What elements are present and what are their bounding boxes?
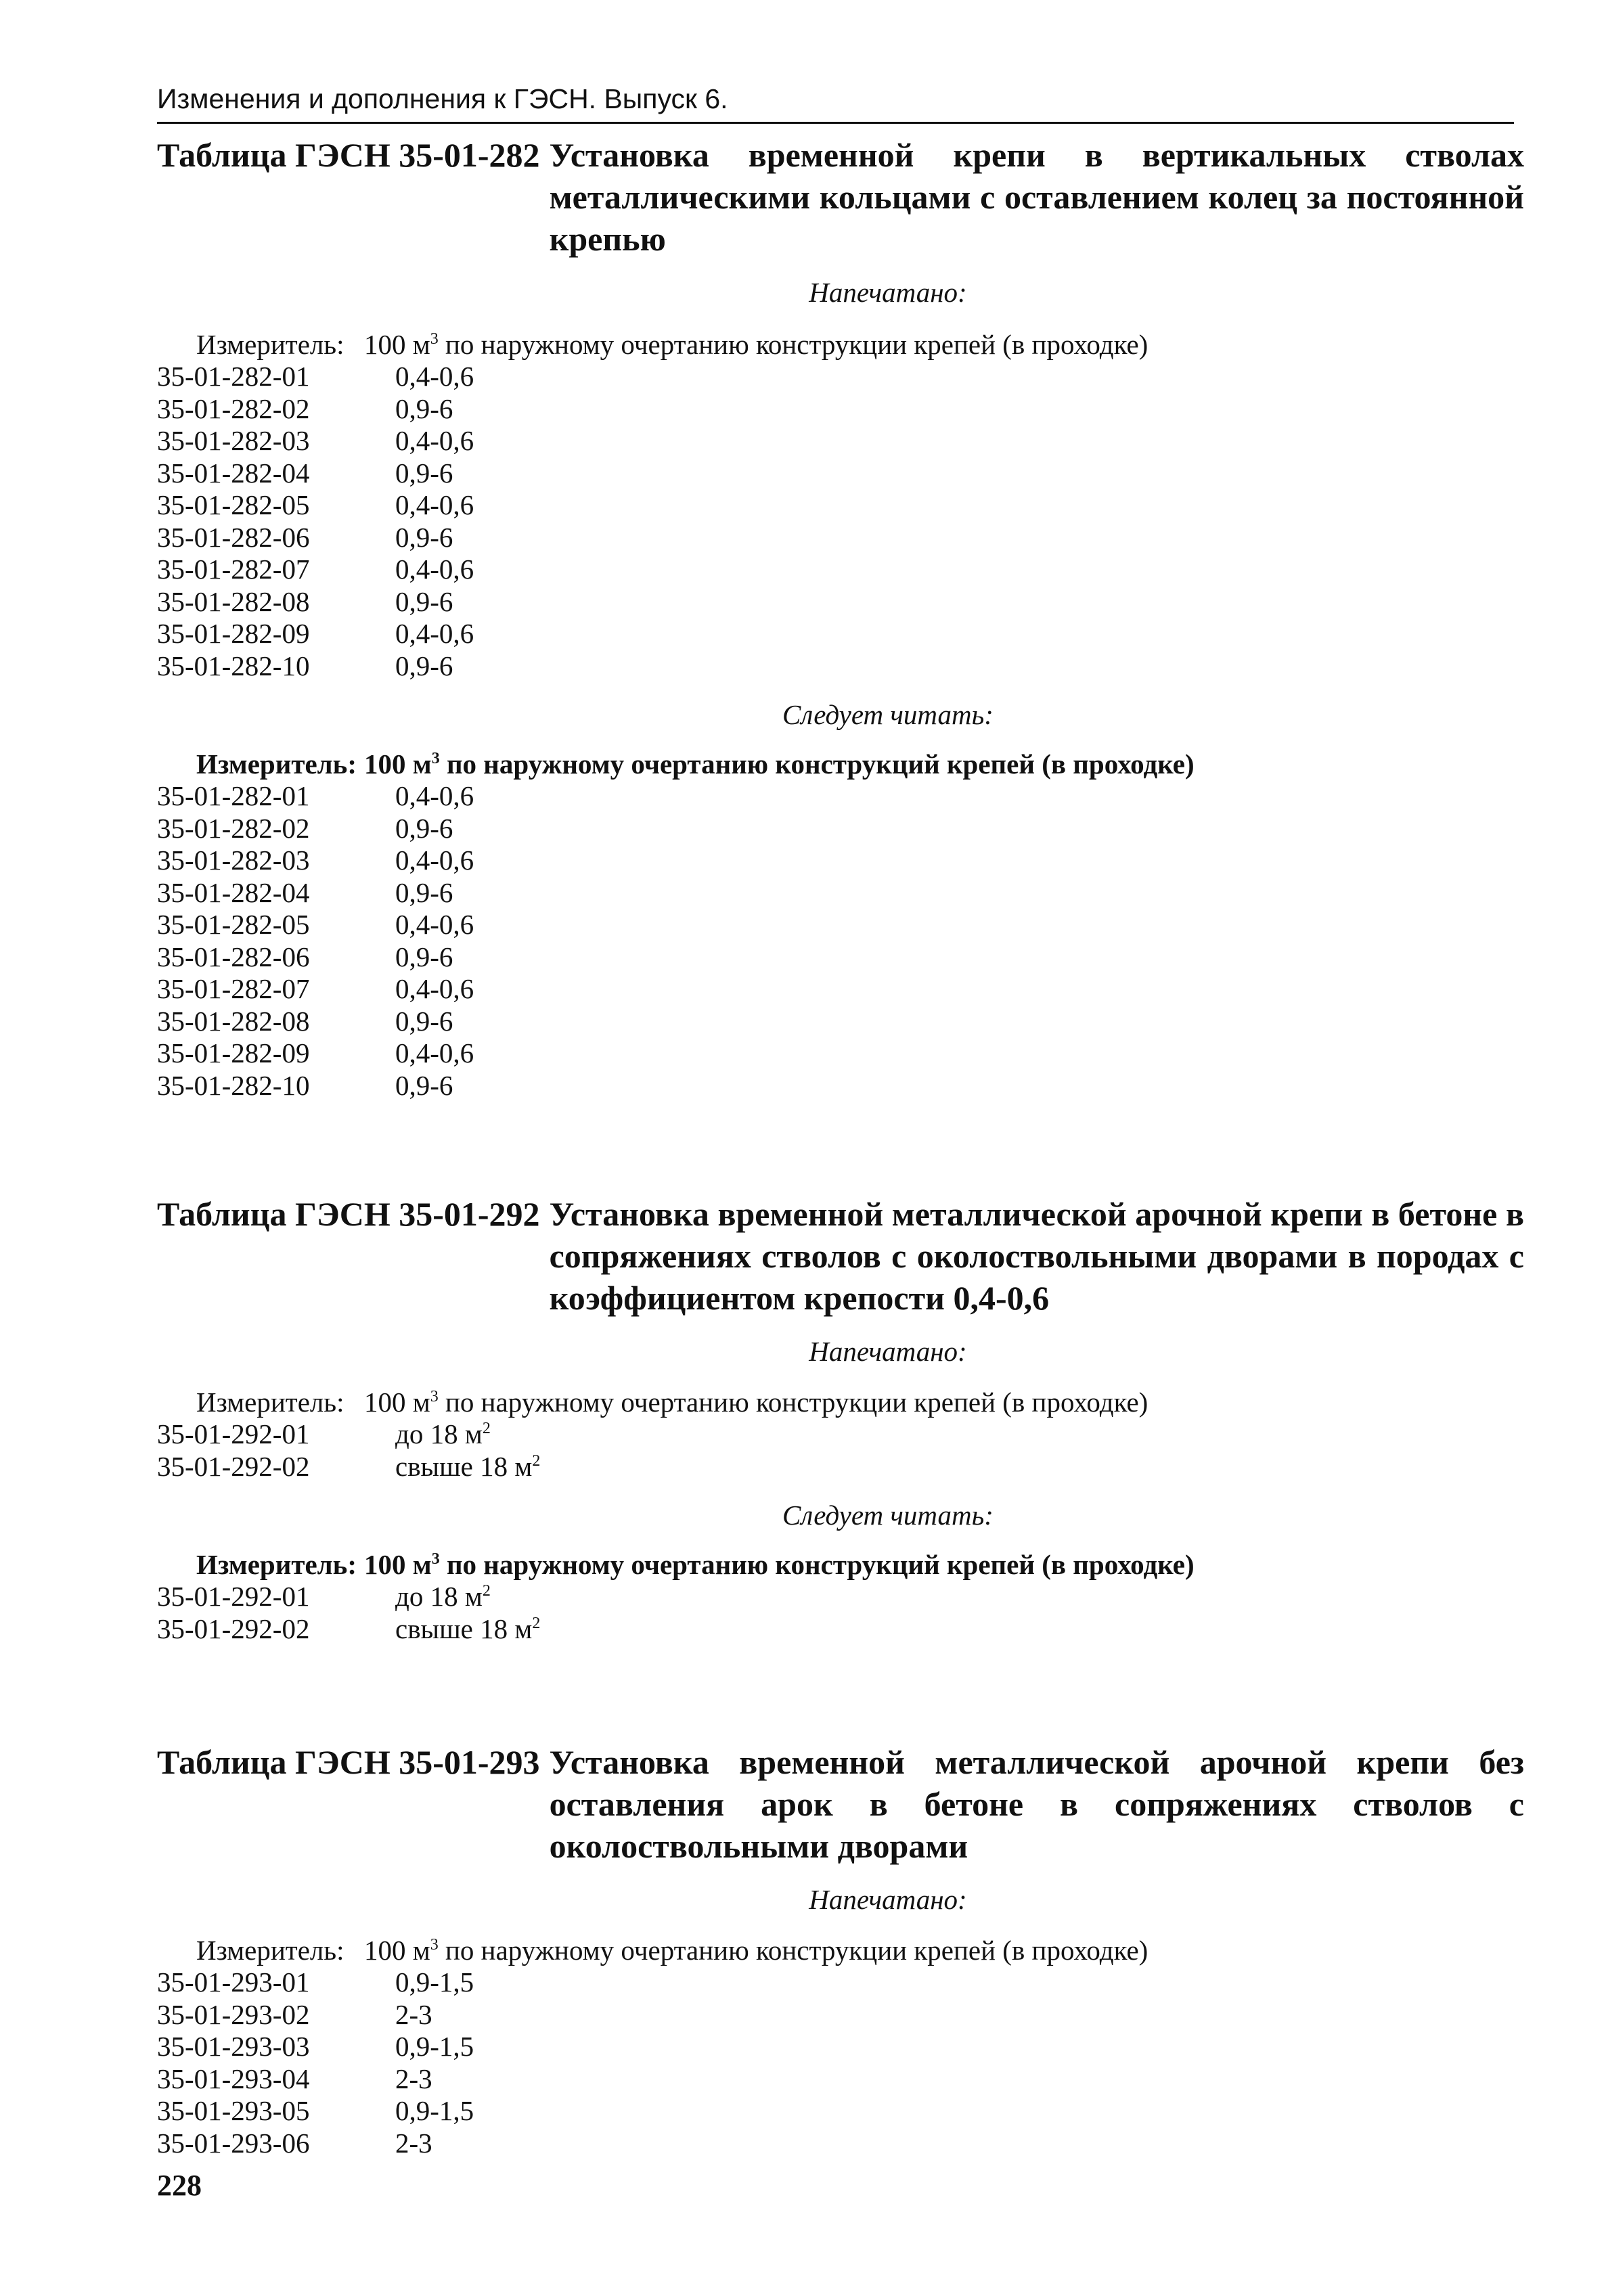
row-value: 0,9-6 xyxy=(395,1005,453,1037)
row-value: 0,9-6 xyxy=(395,521,453,553)
row-code: 35-01-282-06 xyxy=(157,521,310,553)
table-row xyxy=(157,2095,1524,2128)
row-value: 0,4-0,6 xyxy=(395,1037,474,1068)
unit-value: 100 м xyxy=(364,1935,430,1966)
row-code: 35-01-293-04 xyxy=(157,2063,310,2094)
row-code: 35-01-293-06 xyxy=(157,2127,310,2159)
unit-superscript: 3 xyxy=(431,1550,440,1568)
row-value: до 18 м xyxy=(395,1581,483,1612)
row-value: 0,9-6 xyxy=(395,392,453,424)
table-row xyxy=(157,1070,1524,1102)
row-value: 0,4-0,6 xyxy=(395,845,474,876)
unit-superscript: 3 xyxy=(430,1936,439,1954)
table-row xyxy=(157,780,1524,813)
table-row xyxy=(157,1999,1524,2031)
row-value: 0,9-6 xyxy=(395,876,453,908)
row-value: 0,4-0,6 xyxy=(395,780,474,811)
row-code: 35-01-293-01 xyxy=(157,1966,310,1998)
row-code: 35-01-282-01 xyxy=(157,361,310,392)
row-code: 35-01-282-08 xyxy=(157,1005,310,1037)
corrected-heading: Следует читать: xyxy=(782,699,994,730)
unit-description: по наружному очертанию конструкций крепей (в проходке) xyxy=(446,1549,1195,1580)
printed-heading: Напечатано: xyxy=(809,277,967,308)
row-value: 0,9-6 xyxy=(395,1069,453,1101)
unit-label: Измеритель: xyxy=(196,1935,344,1966)
table-row xyxy=(157,2031,1524,2063)
table-row xyxy=(157,522,1524,554)
table-title-text: Установка временной металлической арочной крепи в бетоне в сопряжениях стволов с околоствольными дворами в породах с коэффициентом крепости 0,4-0,6 xyxy=(549,1195,1524,1317)
table-row xyxy=(157,1613,1524,1646)
row-code: 35-01-282-09 xyxy=(157,618,310,649)
row-code: 35-01-282-07 xyxy=(157,973,310,1004)
table-row xyxy=(157,1418,1524,1451)
table-row xyxy=(157,941,1524,974)
row-code: 35-01-282-04 xyxy=(157,457,310,489)
table-row xyxy=(157,813,1524,845)
row-value: 0,9-1,5 xyxy=(395,2095,474,2126)
unit-line xyxy=(157,329,1524,361)
row-value: 0,9-6 xyxy=(395,457,453,489)
table-title-text: Установка временной крепи в вертикальных стволах металлическими кольцами с оставлением колец за постоянной крепью xyxy=(549,136,1524,258)
unit-superscript: 3 xyxy=(431,750,440,767)
row-value: 0,9-6 xyxy=(395,585,453,617)
row-value: до 18 м xyxy=(395,1418,483,1449)
row-code: 35-01-282-02 xyxy=(157,812,310,844)
table-number: Таблица ГЭСН 35-01-282 xyxy=(157,136,540,174)
unit-line xyxy=(157,1387,1524,1418)
table-row xyxy=(157,2063,1524,2096)
unit-line xyxy=(157,1549,1524,1581)
table-title xyxy=(157,1193,1524,1319)
table-title xyxy=(157,134,1524,260)
row-value: 0,4-0,6 xyxy=(395,489,474,520)
row-value: свыше 18 м xyxy=(395,1450,533,1482)
printed-heading: Напечатано: xyxy=(809,1336,967,1367)
table-row xyxy=(157,1037,1524,1070)
unit-value: 100 м xyxy=(364,1387,430,1418)
row-value: 0,4-0,6 xyxy=(395,973,474,1004)
table-row xyxy=(157,586,1524,618)
row-value: 2-3 xyxy=(395,2063,432,2094)
row-code: 35-01-282-07 xyxy=(157,554,310,585)
row-code: 35-01-293-02 xyxy=(157,1998,310,2030)
table-row xyxy=(157,1581,1524,1613)
row-value: 2-3 xyxy=(395,2127,432,2159)
table-title-text: Установка временной металлической арочной крепи без оставления арок в бетоне в сопряжениях стволов с околоствольными дворами xyxy=(549,1743,1524,1865)
row-value: 0,4-0,6 xyxy=(395,425,474,456)
table-row xyxy=(157,877,1524,909)
table-row xyxy=(157,361,1524,393)
row-code: 35-01-282-03 xyxy=(157,845,310,876)
table-row xyxy=(157,1966,1524,1999)
unit-label: Измеритель: xyxy=(196,748,357,780)
row-value-superscript: 2 xyxy=(482,1582,491,1600)
row-value: 0,4-0,6 xyxy=(395,554,474,585)
table-row xyxy=(157,554,1524,586)
unit-line xyxy=(157,1935,1524,1966)
row-value: 0,4-0,6 xyxy=(395,361,474,392)
row-value: 0,9-6 xyxy=(395,941,453,972)
row-code: 35-01-282-01 xyxy=(157,780,310,811)
printed-heading: Напечатано: xyxy=(809,1884,967,1915)
table-row xyxy=(157,1006,1524,1038)
table-row xyxy=(157,2128,1524,2160)
unit-line xyxy=(157,748,1524,780)
row-value-superscript: 2 xyxy=(482,1420,491,1437)
row-code: 35-01-282-05 xyxy=(157,489,310,520)
table-row xyxy=(157,973,1524,1006)
page-number: 228 xyxy=(157,2169,202,2202)
row-code: 35-01-292-02 xyxy=(157,1613,310,1644)
section-35-01-282 xyxy=(157,134,1524,1102)
printed-rows xyxy=(157,1966,1524,2159)
row-value: 2-3 xyxy=(395,1998,432,2030)
unit-label: Измеритель: xyxy=(196,1387,344,1418)
corrected-rows xyxy=(157,1581,1524,1645)
unit-description: по наружному очертанию конструкции крепей (в проходке) xyxy=(445,1387,1148,1418)
table-row xyxy=(157,489,1524,522)
row-code: 35-01-293-03 xyxy=(157,2031,310,2062)
row-value: свыше 18 м xyxy=(395,1613,533,1644)
row-code: 35-01-282-08 xyxy=(157,585,310,617)
table-number: Таблица ГЭСН 35-01-293 xyxy=(157,1743,540,1781)
table-number: Таблица ГЭСН 35-01-292 xyxy=(157,1195,540,1233)
table-row xyxy=(157,845,1524,877)
unit-value: 100 м xyxy=(364,748,432,780)
unit-label: Измеритель: xyxy=(196,329,344,360)
table-row xyxy=(157,457,1524,490)
table-row xyxy=(157,618,1524,650)
unit-superscript: 3 xyxy=(430,330,439,348)
row-code: 35-01-282-10 xyxy=(157,1069,310,1101)
row-value: 0,9-6 xyxy=(395,812,453,844)
row-code: 35-01-282-03 xyxy=(157,425,310,456)
running-header: Изменения и дополнения к ГЭСН. Выпуск 6. xyxy=(157,81,1514,124)
row-value: 0,9-6 xyxy=(395,650,453,681)
row-value: 0,9-1,5 xyxy=(395,1966,474,1998)
row-code: 35-01-282-09 xyxy=(157,1037,310,1068)
table-row xyxy=(157,393,1524,426)
row-value-superscript: 2 xyxy=(532,1451,541,1470)
table-row xyxy=(157,425,1524,457)
row-value-superscript: 2 xyxy=(532,1614,541,1632)
unit-label: Измеритель: xyxy=(196,1549,357,1580)
row-code: 35-01-282-05 xyxy=(157,909,310,940)
unit-description: по наружному очертанию конструкций крепей (в проходке) xyxy=(446,748,1195,780)
printed-rows xyxy=(157,361,1524,682)
unit-description: по наружному очертанию конструкции крепей (в проходке) xyxy=(445,1935,1148,1966)
corrected-rows xyxy=(157,780,1524,1102)
row-value: 0,9-1,5 xyxy=(395,2031,474,2062)
unit-value: 100 м xyxy=(364,1549,432,1580)
row-value: 0,4-0,6 xyxy=(395,909,474,940)
unit-value: 100 м xyxy=(364,329,430,360)
row-code: 35-01-292-01 xyxy=(157,1418,310,1449)
corrected-heading: Следует читать: xyxy=(782,1500,994,1531)
table-row xyxy=(157,909,1524,941)
section-35-01-293 xyxy=(157,1741,1524,2159)
row-code: 35-01-292-02 xyxy=(157,1450,310,1482)
unit-description: по наружному очертанию конструкции крепей (в проходке) xyxy=(445,329,1148,360)
row-code: 35-01-293-05 xyxy=(157,2095,310,2126)
row-code: 35-01-292-01 xyxy=(157,1581,310,1612)
unit-superscript: 3 xyxy=(430,1388,439,1405)
printed-rows xyxy=(157,1418,1524,1483)
row-code: 35-01-282-04 xyxy=(157,876,310,908)
table-row xyxy=(157,1451,1524,1483)
row-code: 35-01-282-06 xyxy=(157,941,310,972)
row-code: 35-01-282-10 xyxy=(157,650,310,681)
row-code: 35-01-282-02 xyxy=(157,392,310,424)
table-row xyxy=(157,650,1524,683)
section-35-01-292 xyxy=(157,1193,1524,1645)
row-value: 0,4-0,6 xyxy=(395,618,474,649)
table-title xyxy=(157,1741,1524,1867)
